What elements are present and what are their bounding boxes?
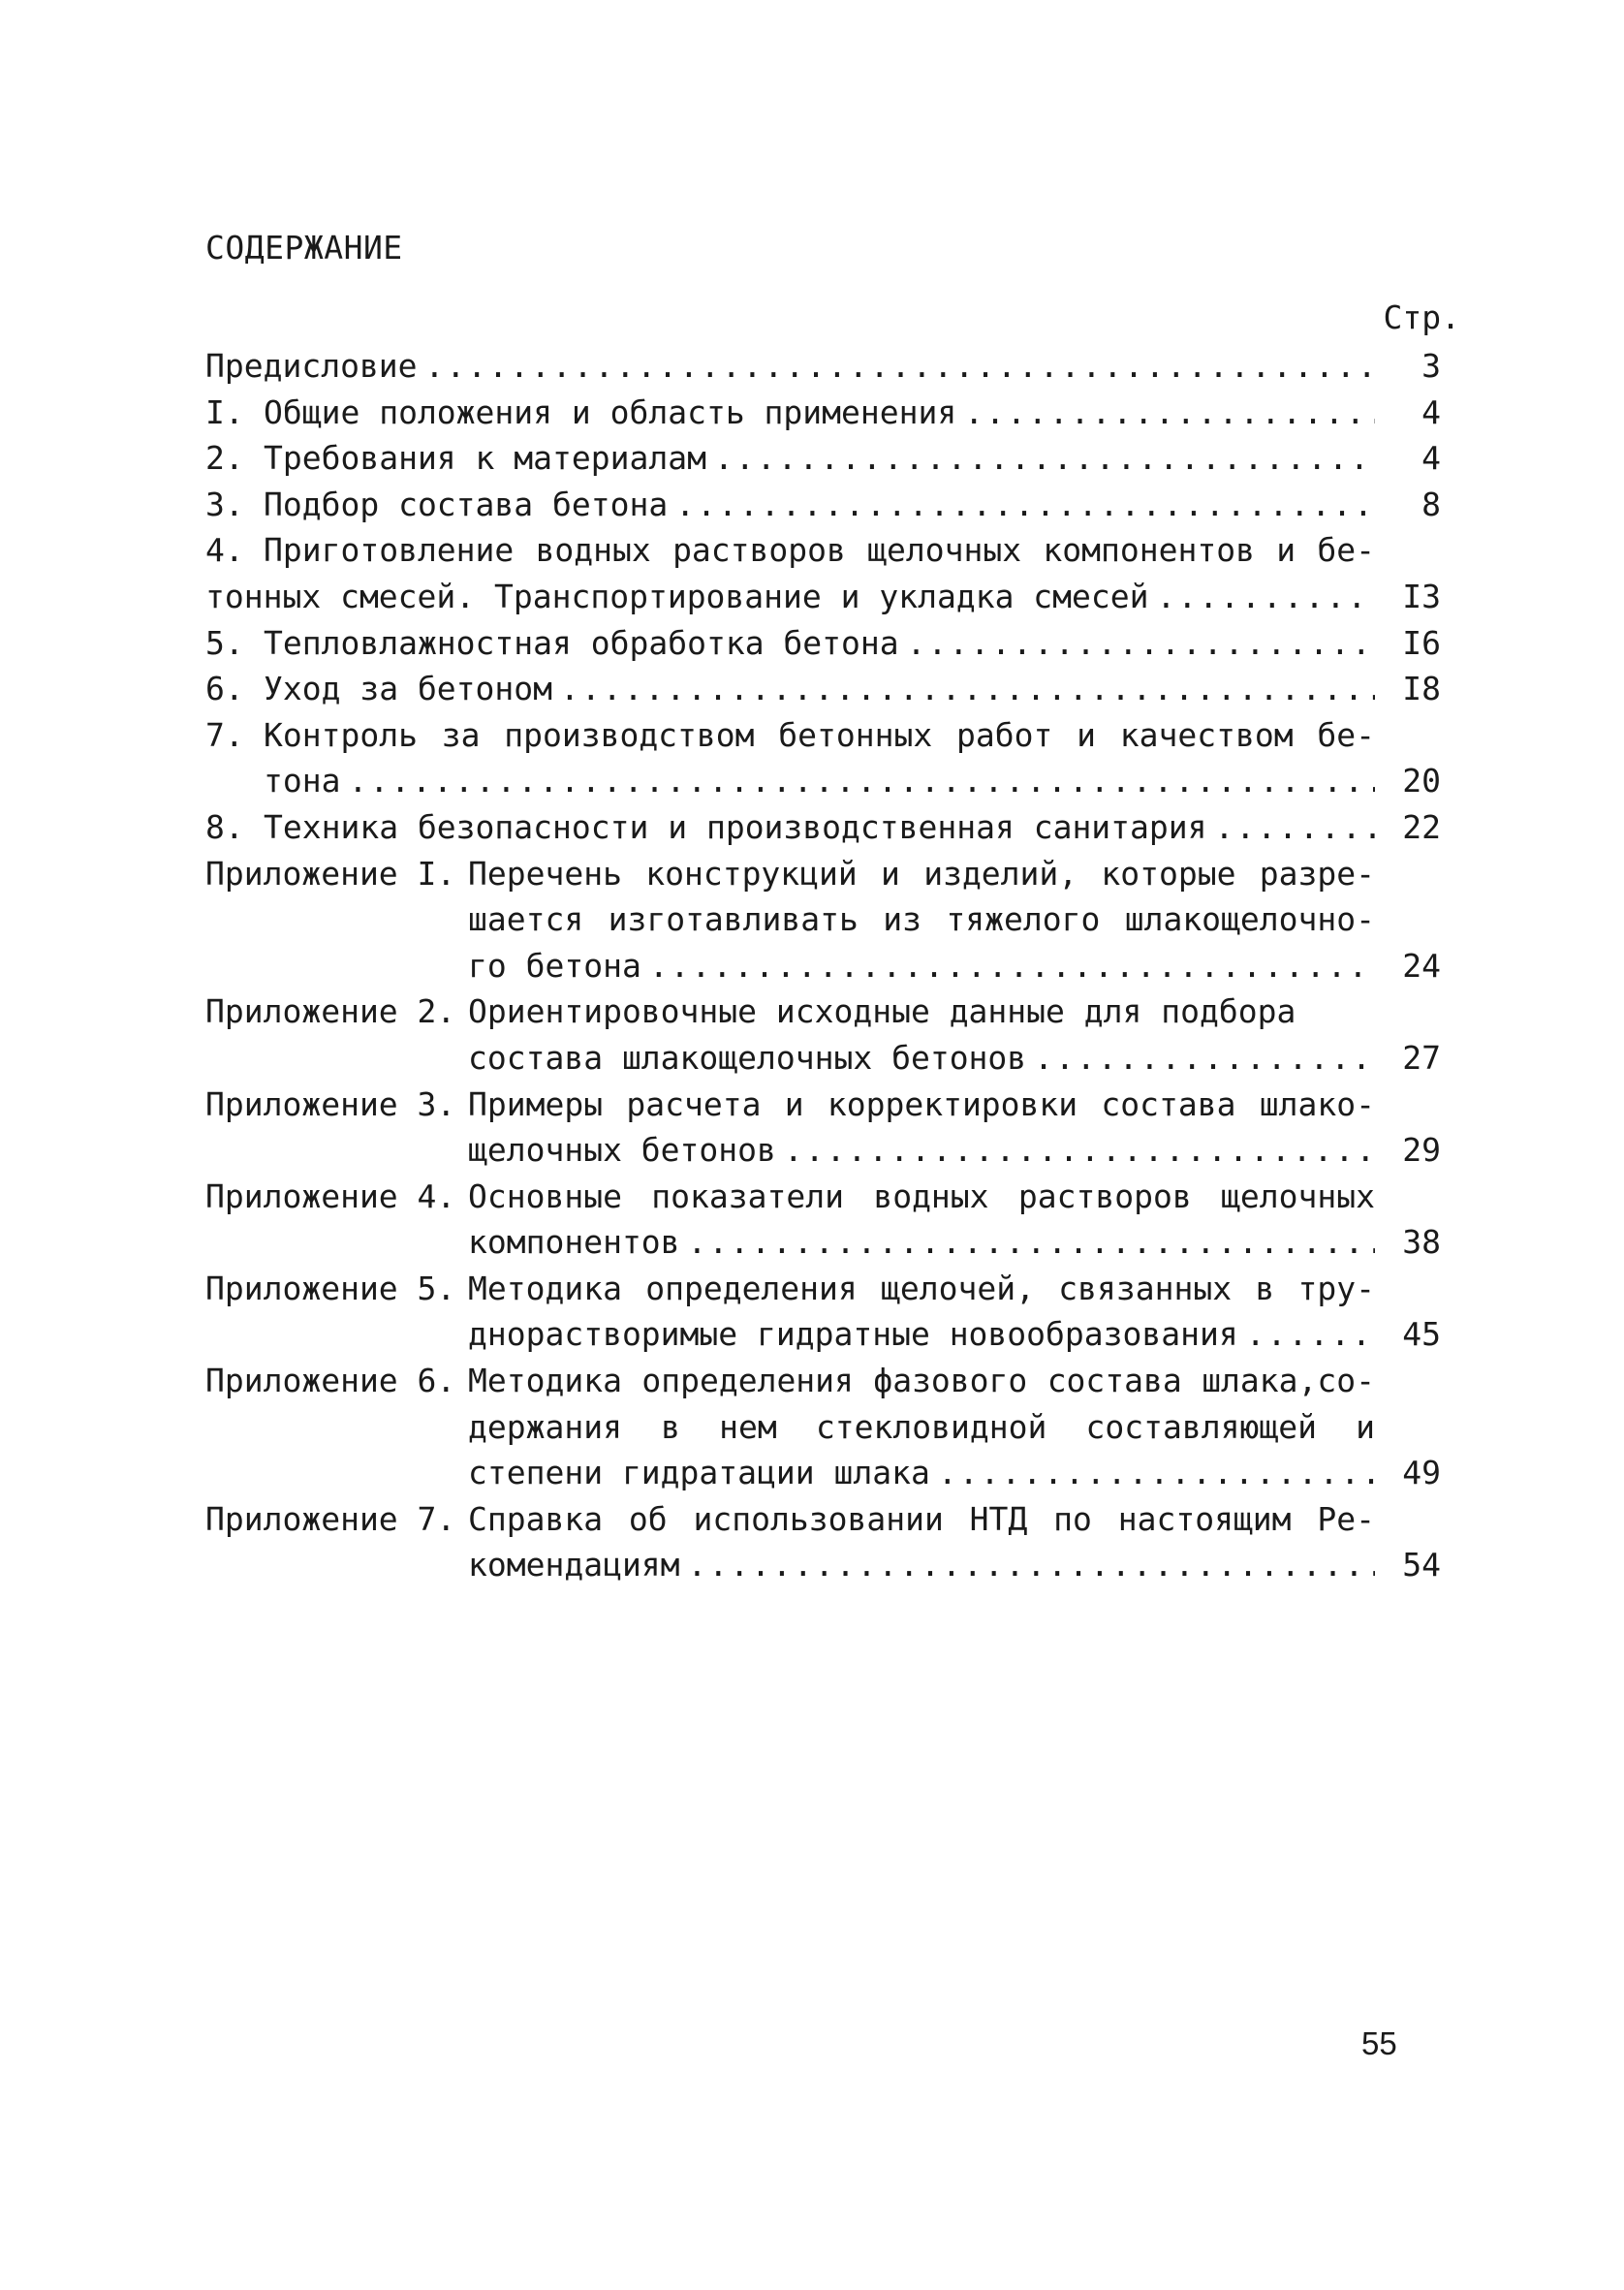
toc-entry-section-7[interactable] — [205, 712, 1441, 804]
dot-leader — [907, 620, 1375, 667]
toc-page-number: 4 — [1421, 392, 1441, 431]
toc-entry-text: Тепловлажностная обработка бетона — [264, 623, 899, 662]
section-number: 7. — [205, 715, 244, 754]
toc-page-number: 27 — [1402, 1038, 1441, 1077]
dot-leader — [938, 1450, 1375, 1496]
toc-entry-appendix-5[interactable] — [205, 1266, 1441, 1358]
appendix-label: Приложение 2. — [205, 992, 456, 1031]
toc-page-number: 22 — [1402, 807, 1441, 846]
toc-entry-appendix-6[interactable] — [205, 1358, 1441, 1496]
toc-page-number: 29 — [1402, 1131, 1441, 1170]
toc-entry-appendix-2[interactable] — [205, 988, 1441, 1081]
page-column-label: Стр. — [1383, 298, 1460, 336]
dot-leader — [675, 482, 1375, 528]
section-number: 5. — [205, 623, 244, 662]
toc-page-number: 38 — [1402, 1223, 1441, 1262]
toc-entry-text: Предисловие — [205, 347, 418, 385]
toc-page-number: 8 — [1421, 485, 1441, 523]
toc-entry-text-cont: днорастворимые гидратные новообразования — [468, 1315, 1238, 1354]
section-number: 6. — [205, 670, 244, 708]
toc-entry-text: Справка об использовании НТД по настоящим Ре- — [468, 1499, 1375, 1538]
toc-entry-text-cont: щелочных бетонов — [468, 1131, 776, 1170]
dot-leader — [425, 343, 1375, 390]
toc-entry-section-8[interactable] — [205, 804, 1441, 851]
toc-entry-appendix-3[interactable] — [205, 1082, 1441, 1174]
dot-leader — [714, 435, 1375, 482]
dot-leader — [688, 1219, 1375, 1266]
toc-entry-section-2[interactable] — [205, 435, 1441, 482]
toc-entry-text: Общие положения и область применения — [264, 392, 957, 431]
dot-leader — [688, 1542, 1375, 1588]
toc-entry-text: Уход за бетоном — [264, 670, 553, 708]
toc-entry-appendix-4[interactable] — [205, 1174, 1441, 1266]
dot-leader — [1215, 804, 1375, 851]
appendix-label: Приложение 4. — [205, 1176, 456, 1215]
toc-entry-preface[interactable] — [205, 343, 1441, 390]
toc-entry-text-cont: тонных смесей. Транспортирование и укладка смесей — [205, 577, 1149, 615]
dot-leader — [784, 1127, 1375, 1174]
section-number: 4. — [205, 531, 244, 570]
toc-page-number: 4 — [1421, 439, 1441, 478]
toc-entry-section-5[interactable] — [205, 620, 1441, 667]
toc-entry-text-cont: степени гидратации шлака — [468, 1454, 930, 1492]
appendix-label: Приложение 5. — [205, 1269, 456, 1307]
toc-page-number: 49 — [1402, 1454, 1441, 1492]
dot-leader — [964, 390, 1375, 436]
toc-entry-appendix-1[interactable] — [205, 851, 1441, 989]
toc-page-number: 24 — [1402, 946, 1441, 985]
toc-page-number: I3 — [1402, 577, 1441, 615]
toc-entry-text: Требования к материалам — [264, 439, 706, 478]
toc-entry-text: Подбор состава бетона — [264, 485, 669, 523]
toc-entry-section-4[interactable] — [205, 527, 1441, 619]
toc-entry-text-cont: держания в нем стекловидной составляющей и — [468, 1407, 1375, 1446]
section-number: I. — [205, 392, 244, 431]
dot-leader — [1246, 1311, 1375, 1358]
toc-entry-text: Приготовление водных растворов щелочных компонентов и бе- — [264, 531, 1375, 570]
page-number: 55 — [1361, 2025, 1397, 2061]
toc-entry-appendix-7[interactable] — [205, 1496, 1441, 1588]
toc-entry-text-cont: компонентов — [468, 1223, 680, 1262]
section-number: 2. — [205, 439, 244, 478]
toc-entry-text: Ориентировочные исходные данные для подбора — [468, 992, 1296, 1031]
dot-leader — [649, 943, 1375, 989]
dot-leader — [348, 758, 1375, 804]
appendix-label: Приложение 3. — [205, 1084, 456, 1123]
section-number: 8. — [205, 807, 244, 846]
toc-page-number: 20 — [1402, 762, 1441, 800]
toc-page-number: 45 — [1402, 1315, 1441, 1354]
toc-page-number: 3 — [1421, 347, 1441, 385]
toc-entry-text: Методика определения фазового состава шлака,со- — [468, 1362, 1375, 1400]
toc-list — [205, 343, 1441, 1588]
toc-entry-text-cont: комендациям — [468, 1546, 680, 1584]
toc-block — [205, 229, 1460, 1588]
toc-entry-section-6[interactable] — [205, 666, 1441, 712]
dot-leader — [1034, 1035, 1375, 1082]
toc-entry-text-cont: состава шлакощелочных бетонов — [468, 1038, 1027, 1077]
toc-page-number: 54 — [1402, 1546, 1441, 1584]
toc-entry-text: Техника безопасности и производственная санитария — [264, 807, 1207, 846]
toc-page-number: I6 — [1402, 623, 1441, 662]
toc-entry-text-cont: го бетона — [468, 946, 641, 985]
appendix-label: Приложение 7. — [205, 1499, 456, 1538]
toc-entry-text-cont: шается изготавливать из тяжелого шлакощелочно- — [468, 900, 1375, 939]
toc-page-number: I8 — [1402, 670, 1441, 708]
toc-entry-section-1[interactable] — [205, 390, 1441, 436]
appendix-label: Приложение I. — [205, 854, 456, 893]
section-number: 3. — [205, 485, 244, 523]
page-title: СОДЕРЖАНИЕ — [205, 229, 403, 267]
appendix-label: Приложение 6. — [205, 1362, 456, 1400]
dot-leader — [1157, 574, 1375, 620]
dot-leader — [560, 666, 1375, 712]
toc-entry-text: Контроль за производством бетонных работ и качеством бе- — [264, 715, 1375, 754]
toc-entry-text: Примеры расчета и корректировки состава шлако- — [468, 1084, 1375, 1123]
toc-entry-section-3[interactable] — [205, 482, 1441, 528]
toc-entry-text: Перечень конструкций и изделий, которые разре- — [468, 854, 1375, 893]
toc-entry-text: Методика определения щелочей, связанных в тру- — [468, 1269, 1375, 1307]
toc-entry-text-cont: тона — [264, 762, 341, 800]
toc-entry-text: Основные показатели водных растворов щелочных — [468, 1176, 1375, 1215]
